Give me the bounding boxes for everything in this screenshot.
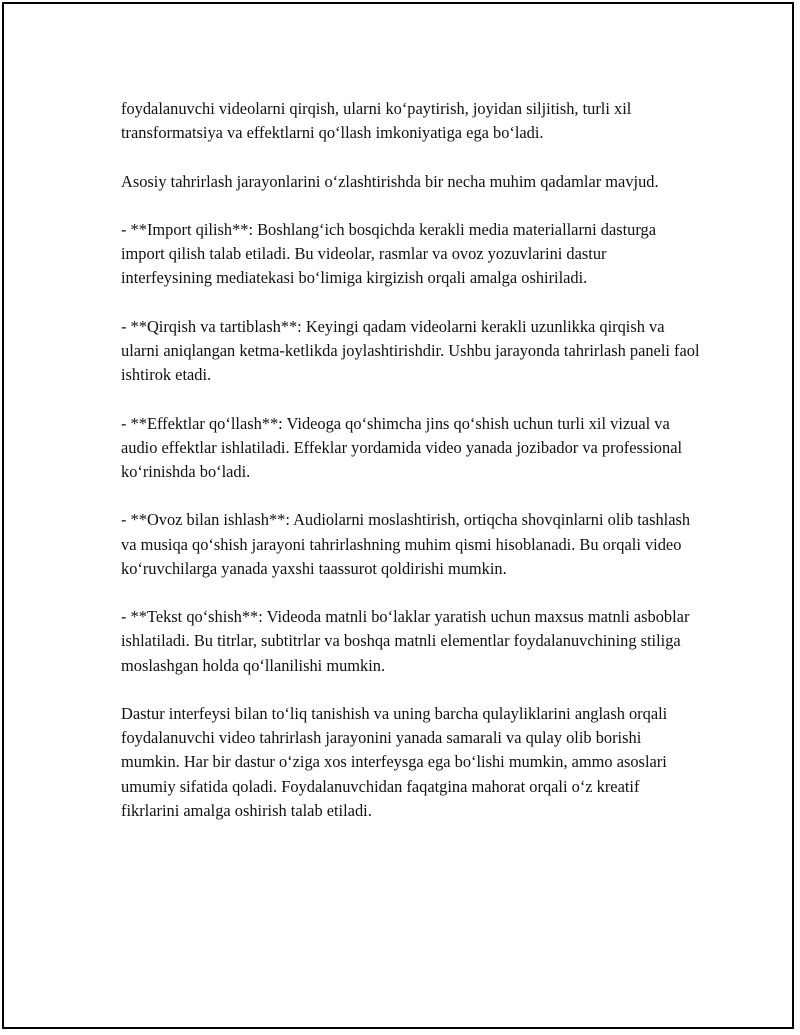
list-item-effects: - **Effektlar qoʻllash**: Videoga qoʻshimcha jins qoʻshish uchun turli xil vizual va audio effektlar ishlatiladi. Effeklar yordamida video yanada jozibador va professional koʻrinishda boʻladi. [121, 413, 683, 481]
list-item-audio: - **Ovoz bilan ishlash**: Audiolarni moslashtirish, ortiqcha shovqinlarni olib tashlash va musiqa qoʻshish jarayoni tahrirlashning muhim qismi hisoblanadi. Bu orqali video koʻruvchilarga yanada yaxshi taassurot qoldirishi mumkin. [121, 510, 691, 578]
document-body [121, 97, 701, 823]
paragraph-intro: foydalanuvchi videolarni qirqish, ularni koʻpaytirish, joyidan siljitish, turli xil transformatsiya va effektlarni qoʻllash imkoniyatiga ega boʻladi. [121, 99, 632, 143]
list-item-trim: - **Qirqish va tartiblash**: Keyingi qadam videolarni kerakli uzunlikka qirqish va ularni aniqlangan ketma-ketlikda joylashtirishdir. Ushbu jarayonda tahrirlash paneli faol ishtirok etadi. [121, 316, 700, 385]
list-item-text: - **Tekst qoʻshish**: Videoda matnli boʻlaklar yaratish uchun maxsus matnli asboblar ishlatiladi. Bu titrlar, subtitrlar va boshqa matnli elementlar foydalanuvchining stiliga moslashgan holda qoʻllanilishi mumkin. [121, 607, 690, 675]
list-item-import: - **Import qilish**: Boshlangʻich bosqichda kerakli media materiallarni dasturga import qilish talab etiladi. Bu videolar, rasmlar va ovoz yozuvlarini dastur interfeysining mediatekasi boʻlimiga kirgizish orqali amalga oshiriladi. [121, 219, 656, 288]
paragraph-conclusion: Dastur interfeysi bilan toʻliq tanishish va uning barcha qulayliklarini anglash orqali foydalanuvchi video tahrirlash jarayonini yanada samarali va qulay olib borishi mumkin. Har bir dastur oʻziga xos interfeysga ega boʻlishi mumkin, ammo asoslari umumiy sifatida qoladi. Foydalanuvchidan faqatgina mahorat orqali oʻz kreatif fikrlarini amalga oshirish talab etiladi. [121, 703, 668, 820]
page-frame [2, 2, 794, 1029]
paragraph-steps-intro: Asosiy tahrirlash jarayonlarini oʻzlashtirishda bir necha muhim qadamlar mavjud. [121, 171, 659, 191]
